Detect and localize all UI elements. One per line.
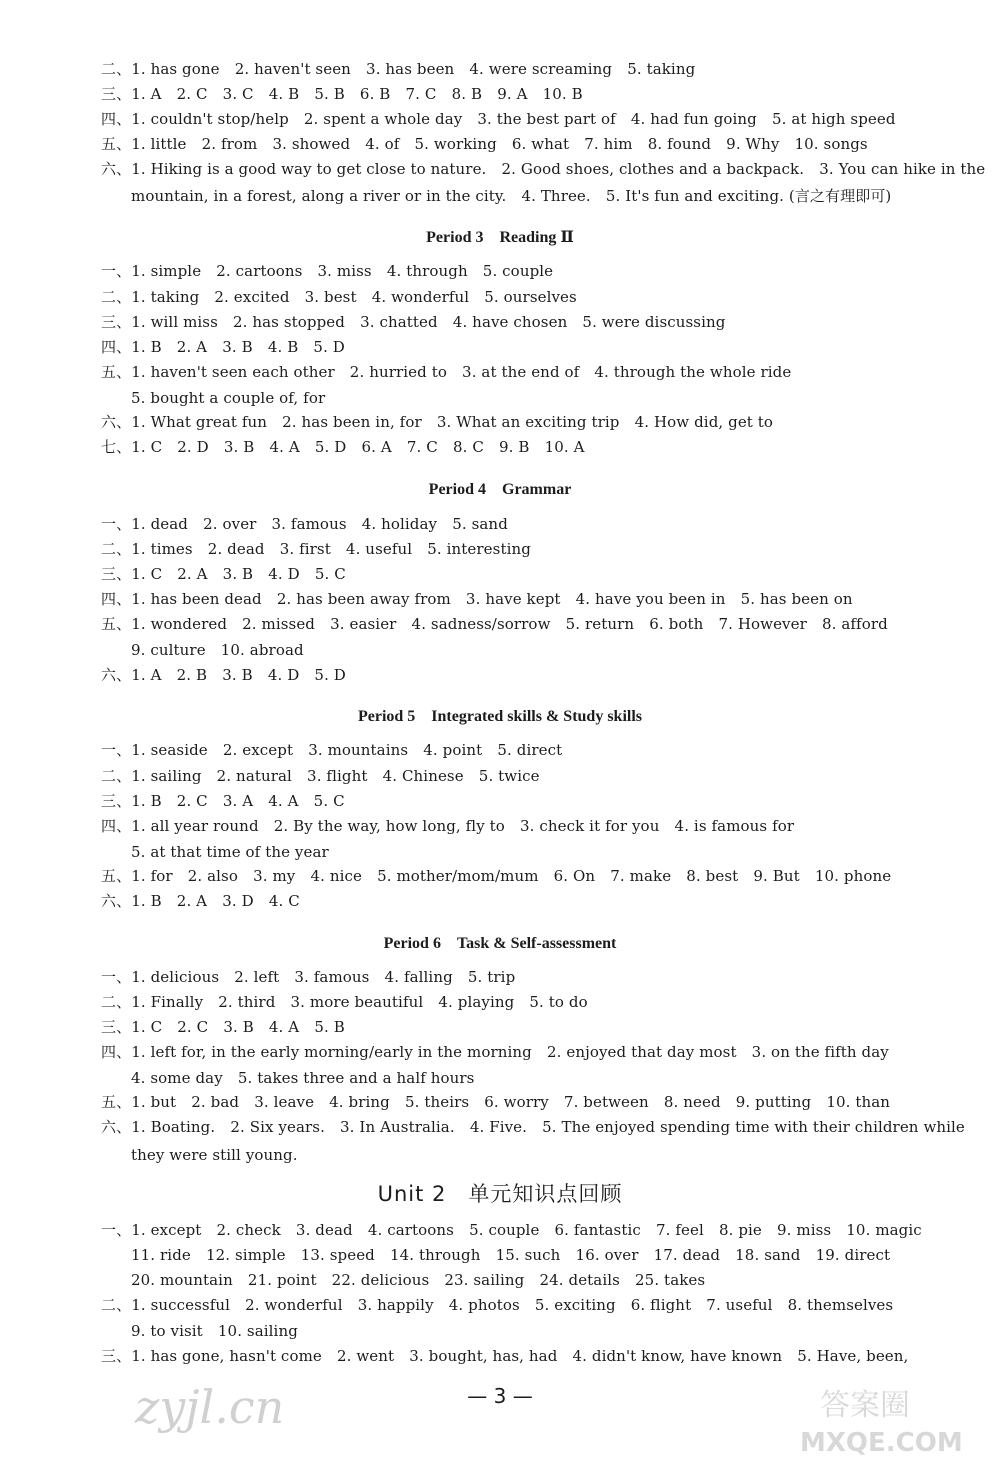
answer-line: mountain, in a forest, along a river or in the city. 4. Three. 5. It's fun and exciting. (言之有理即可): [131, 187, 892, 205]
answer-line: 五、1. haven't seen each other 2. hurried to 3. at the end of 4. through the whole ride: [101, 363, 792, 381]
answer-line: 六、1. Boating. 2. Six years. 3. In Australia. 4. Five. 5. The enjoyed spending time with their children while: [101, 1118, 965, 1136]
page-number: — 3 —: [467, 1384, 533, 1408]
answer-line: 5. at that time of the year: [131, 843, 329, 861]
answer-line: 六、1. Hiking is a good way to get close to nature. 2. Good shoes, clothes and a backpack. 3. You can hike in the: [101, 160, 986, 178]
answer-line: 二、1. Finally 2. third 3. more beautiful 4. playing 5. to do: [101, 993, 588, 1011]
answer-line: 五、1. but 2. bad 3. leave 4. bring 5. theirs 6. worry 7. between 8. need 9. putting 10. than: [101, 1093, 891, 1111]
answer-line: 五、1. little 2. from 3. showed 4. of 5. working 6. what 7. him 8. found 9. Why 10. songs: [101, 135, 868, 153]
answer-line: 五、1. for 2. also 3. my 4. nice 5. mother/mom/mum 6. On 7. make 8. best 9. But 10. phone: [101, 867, 892, 885]
answer-line: 三、1. C 2. C 3. B 4. A 5. B: [101, 1018, 345, 1036]
answer-line: 六、1. B 2. A 3. D 4. C: [101, 892, 300, 910]
answer-line: 六、1. What great fun 2. has been in, for 3. What an exciting trip 4. How did, get to: [101, 413, 774, 431]
answer-line: 四、1. all year round 2. By the way, how long, fly to 3. check it for you 4. is famous for: [101, 817, 795, 835]
answer-line: 六、1. A 2. B 3. B 4. D 5. D: [101, 666, 346, 684]
answer-line: 三、1. A 2. C 3. C 4. B 5. B 6. B 7. C 8. B 9. A 10. B: [101, 85, 583, 103]
answer-line: 二、1. times 2. dead 3. first 4. useful 5. interesting: [101, 540, 531, 558]
answer-line: 20. mountain 21. point 22. delicious 23. sailing 24. details 25. takes: [131, 1271, 706, 1289]
answer-line: 五、1. wondered 2. missed 3. easier 4. sadness/sorrow 5. return 6. both 7. However 8. afford: [101, 615, 888, 633]
answer-line: 三、1. has gone, hasn't come 2. went 3. bought, has, had 4. didn't know, have known 5. Have, been,: [101, 1347, 909, 1365]
answer-line: 四、1. left for, in the early morning/early in the morning 2. enjoyed that day most 3. on the fifth day: [101, 1043, 889, 1061]
answer-line: 三、1. B 2. C 3. A 4. A 5. C: [101, 792, 345, 810]
answer-line: 一、1. except 2. check 3. dead 4. cartoons 5. couple 6. fantastic 7. feel 8. pie 9. miss 10. magic: [101, 1221, 922, 1239]
answer-line: 一、1. seaside 2. except 3. mountains 4. point 5. direct: [101, 741, 563, 759]
section-heading-period-4: Period 4 Grammar: [428, 481, 572, 498]
answer-line: 二、1. sailing 2. natural 3. flight 4. Chinese 5. twice: [101, 767, 540, 785]
answer-line: 二、1. has gone 2. haven't seen 3. has been 4. were screaming 5. taking: [101, 60, 696, 78]
watermark-zyjl: zyjl.cn: [135, 1380, 285, 1434]
answer-line: 四、1. couldn't stop/help 2. spent a whole day 3. the best part of 4. had fun going 5. at high speed: [101, 110, 896, 128]
answer-line: 11. ride 12. simple 13. speed 14. through 15. such 16. over 17. dead 18. sand 19. direct: [131, 1246, 891, 1264]
answer-line: they were still young.: [131, 1146, 298, 1164]
section-heading-period-6: Period 6 Task & Self-assessment: [383, 935, 617, 952]
answer-line: 一、1. delicious 2. left 3. famous 4. falling 5. trip: [101, 968, 516, 986]
answer-line: 一、1. dead 2. over 3. famous 4. holiday 5. sand: [101, 515, 508, 533]
answer-line: 三、1. will miss 2. has stopped 3. chatted 4. have chosen 5. were discussing: [101, 313, 726, 331]
watermark-mxqe: MXQE.COM: [800, 1428, 963, 1458]
answer-line: 三、1. C 2. A 3. B 4. D 5. C: [101, 565, 346, 583]
answer-line: 9. to visit 10. sailing: [131, 1322, 298, 1340]
answer-line: 七、1. C 2. D 3. B 4. A 5. D 6. A 7. C 8. C 9. B 10. A: [101, 438, 585, 456]
answer-line: 四、1. B 2. A 3. B 4. B 5. D: [101, 338, 345, 356]
section-heading-period-3: Period 3 Reading Ⅱ: [426, 229, 574, 246]
answer-line: 4. some day 5. takes three and a half hours: [131, 1069, 475, 1087]
answer-line: 9. culture 10. abroad: [131, 641, 304, 659]
unit-title: Unit 2 单元知识点回顾: [377, 1182, 623, 1206]
answer-line: 二、1. taking 2. excited 3. best 4. wonderful 5. ourselves: [101, 288, 577, 306]
section-heading-period-5: Period 5 Integrated skills & Study skills: [357, 708, 643, 725]
watermark-daan: 答案圈: [820, 1388, 910, 1423]
answer-line: 5. bought a couple of, for: [131, 389, 326, 407]
answer-line: 一、1. simple 2. cartoons 3. miss 4. through 5. couple: [101, 262, 554, 280]
answer-line: 四、1. has been dead 2. has been away from 3. have kept 4. have you been in 5. has been on: [101, 590, 853, 608]
answer-line: 二、1. successful 2. wonderful 3. happily 4. photos 5. exciting 6. flight 7. useful 8. themselves: [101, 1296, 894, 1314]
